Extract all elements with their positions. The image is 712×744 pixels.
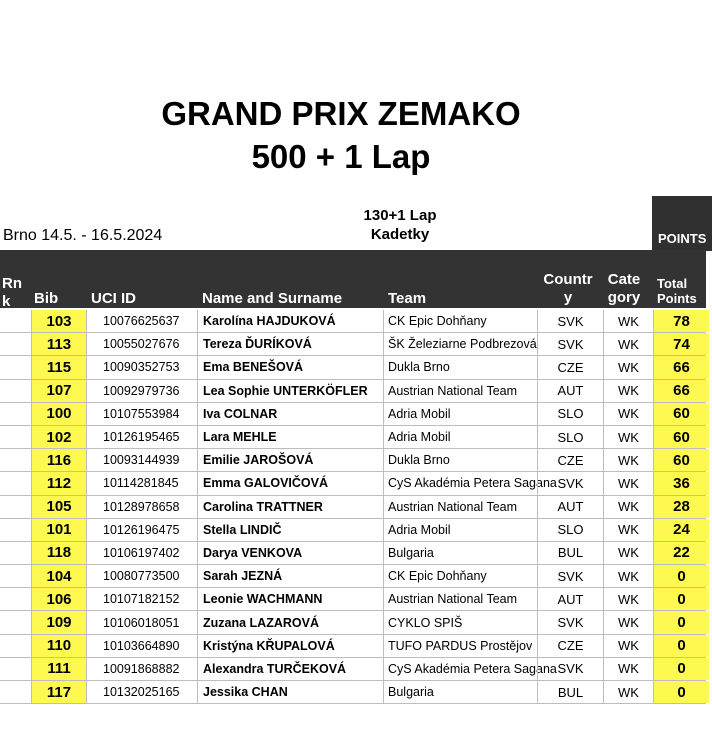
rider-name-cell: Iva COLNAR — [197, 403, 383, 425]
total-points-cell: 0 — [653, 565, 709, 587]
points-heading-box — [652, 196, 712, 251]
total-points-cell: 0 — [653, 658, 709, 680]
category-cell: WK — [603, 635, 653, 657]
bib-cell: 109 — [31, 611, 86, 633]
uci-id-cell: 10126195465 — [86, 426, 197, 448]
total-points-cell: 78 — [653, 310, 709, 332]
bib-cell: 117 — [31, 681, 86, 703]
team-cell: TUFO PARDUS Prostějov — [383, 635, 537, 657]
total-points-cell: 0 — [653, 681, 709, 703]
category-cell: WK — [603, 658, 653, 680]
rider-name-cell: Darya VENKOVA — [197, 542, 383, 564]
rank-cell — [0, 588, 31, 610]
page-title: GRAND PRIX ZEMAKO — [161, 95, 521, 132]
rider-name-cell: Lea Sophie UNTERKÖFLER — [197, 380, 383, 402]
total-points-cell: 0 — [653, 635, 709, 657]
category-cell: WK — [603, 449, 653, 471]
country-cell: CZE — [537, 449, 603, 471]
table-row — [0, 542, 706, 565]
total-points-cell: 0 — [653, 611, 709, 633]
bib-cell: 103 — [31, 310, 86, 332]
table-row — [0, 658, 706, 681]
rank-cell — [0, 426, 31, 448]
team-cell: Adria Mobil — [383, 426, 537, 448]
uci-id-cell: 10090352753 — [86, 356, 197, 378]
table-header — [0, 250, 706, 308]
team-cell: CyS Akadémia Petera Sagana — [383, 658, 537, 680]
uci-id-cell: 10055027676 — [86, 333, 197, 355]
rider-name-cell: Zuzana LAZAROVÁ — [197, 611, 383, 633]
bib-cell: 102 — [31, 426, 86, 448]
header-country — [540, 271, 596, 307]
team-cell: CK Epic Dohňany — [383, 565, 537, 587]
bib-cell: 111 — [31, 658, 86, 680]
rank-cell — [0, 519, 31, 541]
bib-cell: 104 — [31, 565, 86, 587]
team-cell: Bulgaria — [383, 681, 537, 703]
total-points-cell: 60 — [653, 426, 709, 448]
team-cell: Adria Mobil — [383, 403, 537, 425]
uci-id-cell: 10106197402 — [86, 542, 197, 564]
table-row — [0, 496, 706, 519]
rank-cell — [0, 681, 31, 703]
bib-cell: 100 — [31, 403, 86, 425]
team-cell: CyS Akadémia Petera Sagana — [383, 472, 537, 494]
country-cell: SLO — [537, 403, 603, 425]
country-cell: SLO — [537, 426, 603, 448]
table-row — [0, 356, 706, 379]
bib-cell: 110 — [31, 635, 86, 657]
bib-cell: 106 — [31, 588, 86, 610]
rank-cell — [0, 403, 31, 425]
table-row — [0, 565, 706, 588]
header-total-points — [657, 276, 697, 306]
header-name: Name and Surname — [202, 290, 343, 307]
points-heading: POINTS — [658, 231, 707, 246]
header-bib: Bib — [34, 290, 59, 307]
category-cell: WK — [603, 542, 653, 564]
page-subtitle: 500 + 1 Lap — [251, 138, 431, 175]
uci-id-cell: 10092979736 — [86, 380, 197, 402]
uci-id-cell: 10103664890 — [86, 635, 197, 657]
header-team: Team — [388, 290, 427, 307]
race-name: 130+1 Lap — [363, 207, 437, 224]
header-rank — [2, 275, 22, 311]
total-points-cell: 22 — [653, 542, 709, 564]
header-rank-line2: k — [2, 293, 11, 310]
bib-cell: 101 — [31, 519, 86, 541]
rider-name-cell: Emilie JAROŠOVÁ — [197, 449, 383, 471]
country-cell: CZE — [537, 356, 603, 378]
category-cell: WK — [603, 496, 653, 518]
uci-id-cell: 10114281845 — [86, 472, 197, 494]
team-cell: Austrian National Team — [383, 380, 537, 402]
rank-cell — [0, 333, 31, 355]
country-cell: SVK — [537, 333, 603, 355]
header-country-line1: Countr — [543, 271, 593, 288]
country-cell: BUL — [537, 542, 603, 564]
country-cell: SVK — [537, 611, 603, 633]
header-category-line2: gory — [607, 289, 641, 306]
category-cell: WK — [603, 472, 653, 494]
table-row — [0, 472, 706, 495]
race-category: Kadetky — [370, 226, 430, 243]
country-cell: SVK — [537, 472, 603, 494]
rank-cell — [0, 449, 31, 471]
team-cell: Austrian National Team — [383, 496, 537, 518]
header-category-line1: Cate — [607, 271, 641, 288]
team-cell: ŠK Železiarne Podbrezová — [383, 333, 537, 355]
rank-cell — [0, 310, 31, 332]
category-cell: WK — [603, 681, 653, 703]
team-cell: Dukla Brno — [383, 449, 537, 471]
team-cell: Dukla Brno — [383, 356, 537, 378]
bib-cell: 113 — [31, 333, 86, 355]
country-cell: SVK — [537, 310, 603, 332]
total-points-cell: 0 — [653, 588, 709, 610]
table-row — [0, 380, 706, 403]
category-cell: WK — [603, 611, 653, 633]
total-points-cell: 60 — [653, 403, 709, 425]
rider-name-cell: Alexandra TURČEKOVÁ — [197, 658, 383, 680]
country-cell: AUT — [537, 588, 603, 610]
rider-name-cell: Jessika CHAN — [197, 681, 383, 703]
header-rank-line1: Rn — [2, 275, 22, 292]
uci-id-cell: 10126196475 — [86, 519, 197, 541]
event-place-date: Brno 14.5. - 16.5.2024 — [3, 227, 163, 244]
bib-cell: 116 — [31, 449, 86, 471]
country-cell: AUT — [537, 380, 603, 402]
total-points-cell: 66 — [653, 356, 709, 378]
bib-cell: 107 — [31, 380, 86, 402]
category-cell: WK — [603, 588, 653, 610]
total-points-cell: 66 — [653, 380, 709, 402]
country-cell: AUT — [537, 496, 603, 518]
category-cell: WK — [603, 310, 653, 332]
header-country-line2: y — [563, 289, 573, 306]
header-uci-id: UCI ID — [91, 290, 136, 307]
team-cell: Bulgaria — [383, 542, 537, 564]
rider-name-cell: Karolína HAJDUKOVÁ — [197, 310, 383, 332]
bib-cell: 105 — [31, 496, 86, 518]
country-cell: SVK — [537, 565, 603, 587]
table-row — [0, 635, 706, 658]
table-row — [0, 519, 706, 542]
header-points-line2: Points — [657, 291, 697, 306]
country-cell: SLO — [537, 519, 603, 541]
category-cell: WK — [603, 333, 653, 355]
country-cell: SVK — [537, 658, 603, 680]
table-row — [0, 426, 706, 449]
bib-cell: 118 — [31, 542, 86, 564]
rider-name-cell: Ema BENEŠOVÁ — [197, 356, 383, 378]
rank-cell — [0, 380, 31, 402]
header-category — [603, 271, 645, 307]
uci-id-cell: 10107182152 — [86, 588, 197, 610]
uci-id-cell: 10091868882 — [86, 658, 197, 680]
total-points-cell: 60 — [653, 449, 709, 471]
rider-name-cell: Emma GALOVIČOVÁ — [197, 472, 383, 494]
uci-id-cell: 10080773500 — [86, 565, 197, 587]
rider-name-cell: Lara MEHLE — [197, 426, 383, 448]
category-cell: WK — [603, 519, 653, 541]
uci-id-cell: 10107553984 — [86, 403, 197, 425]
total-points-cell: 36 — [653, 472, 709, 494]
table-row — [0, 681, 706, 704]
table-row — [0, 333, 706, 356]
team-cell: Austrian National Team — [383, 588, 537, 610]
bib-cell: 115 — [31, 356, 86, 378]
rider-name-cell: Kristýna KŘUPALOVÁ — [197, 635, 383, 657]
uci-id-cell: 10076625637 — [86, 310, 197, 332]
table-row — [0, 449, 706, 472]
table-row — [0, 611, 706, 634]
rank-cell — [0, 356, 31, 378]
rank-cell — [0, 658, 31, 680]
rider-name-cell: Leonie WACHMANN — [197, 588, 383, 610]
country-cell: BUL — [537, 681, 603, 703]
uci-id-cell: 10106018051 — [86, 611, 197, 633]
results-table — [0, 310, 706, 704]
bib-cell: 112 — [31, 472, 86, 494]
table-row — [0, 588, 706, 611]
rank-cell — [0, 611, 31, 633]
header-points-line1: Total — [657, 276, 688, 291]
rider-name-cell: Sarah JEZNÁ — [197, 565, 383, 587]
category-cell: WK — [603, 565, 653, 587]
table-row — [0, 310, 706, 333]
uci-id-cell: 10132025165 — [86, 681, 197, 703]
team-cell: Adria Mobil — [383, 519, 537, 541]
uci-id-cell: 10093144939 — [86, 449, 197, 471]
category-cell: WK — [603, 426, 653, 448]
category-cell: WK — [603, 356, 653, 378]
category-cell: WK — [603, 403, 653, 425]
rank-cell — [0, 565, 31, 587]
category-cell: WK — [603, 380, 653, 402]
table-row — [0, 403, 706, 426]
rider-name-cell: Carolina TRATTNER — [197, 496, 383, 518]
rider-name-cell: Stella LINDIČ — [197, 519, 383, 541]
rank-cell — [0, 496, 31, 518]
rider-name-cell: Tereza ĎURÍKOVÁ — [197, 333, 383, 355]
rank-cell — [0, 542, 31, 564]
team-cell: CYKLO SPIŠ — [383, 611, 537, 633]
total-points-cell: 74 — [653, 333, 709, 355]
total-points-cell: 28 — [653, 496, 709, 518]
total-points-cell: 24 — [653, 519, 709, 541]
team-cell: CK Epic Dohňany — [383, 310, 537, 332]
rank-cell — [0, 472, 31, 494]
uci-id-cell: 10128978658 — [86, 496, 197, 518]
country-cell: CZE — [537, 635, 603, 657]
race-info — [330, 206, 470, 244]
rank-cell — [0, 635, 31, 657]
